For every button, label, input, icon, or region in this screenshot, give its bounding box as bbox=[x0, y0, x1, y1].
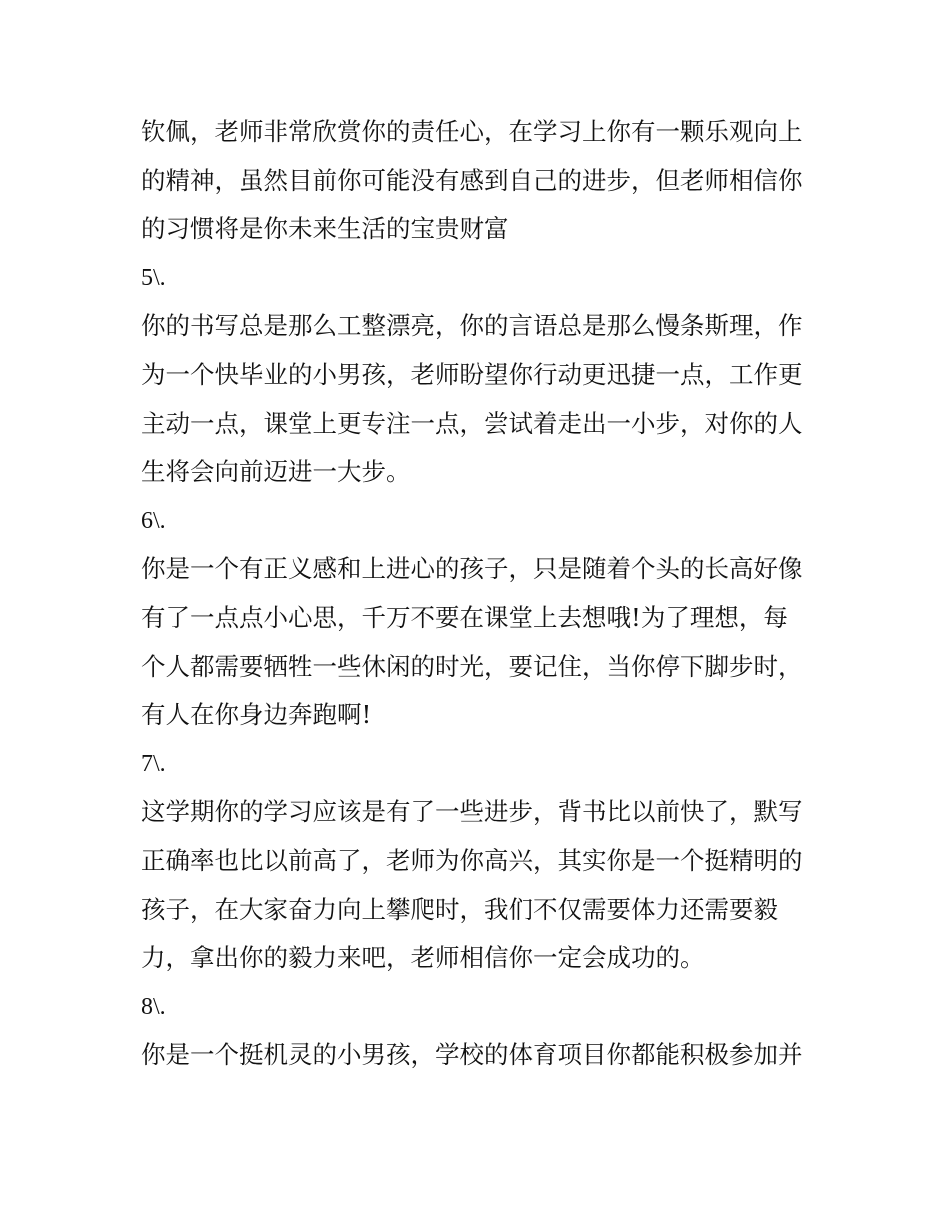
text-line: 的精神，虽然目前你可能没有感到自己的进步，但老师相信你 bbox=[141, 165, 803, 195]
text-line: 生将会向前迈进一大步。 bbox=[141, 457, 411, 487]
text-line: 这学期你的学习应该是有了一些进步，背书比以前快了，默写 bbox=[141, 797, 803, 827]
text-line: 你是一个有正义感和上进心的孩子，只是随着个头的长高好像 bbox=[141, 554, 803, 584]
paragraph-5 bbox=[141, 302, 821, 496]
paragraph-7 bbox=[141, 788, 821, 982]
text-line: 你的书写总是那么工整漂亮，你的言语总是那么慢条斯理，作 bbox=[141, 311, 803, 341]
item-number-8: 8\. bbox=[141, 993, 166, 1020]
text-line: 有人在你身边奔跑啊! bbox=[141, 700, 372, 730]
paragraph-4-continued bbox=[141, 108, 821, 254]
paragraph-6 bbox=[141, 545, 821, 739]
text-line: 为一个快毕业的小男孩，老师盼望你行动更迅捷一点，工作更 bbox=[141, 359, 803, 389]
item-number-5: 5\. bbox=[141, 264, 166, 291]
text-line: 孩子，在大家奋力向上攀爬时，我们不仅需要体力还需要毅 bbox=[141, 894, 778, 924]
text-line: 有了一点点小心思，千万不要在课堂上去想哦!为了理想，每 bbox=[141, 602, 788, 632]
text-line: 个人都需要牺牲一些休闲的时光，要记住，当你停下脚步时， bbox=[141, 651, 803, 681]
item-number-6: 6\. bbox=[141, 507, 166, 534]
text-line: 主动一点，课堂上更专注一点，尝试着走出一小步，对你的人 bbox=[141, 408, 803, 438]
item-number-7: 7\. bbox=[141, 750, 166, 777]
text-line: 钦佩，老师非常欣赏你的责任心，在学习上你有一颗乐观向上 bbox=[141, 117, 803, 146]
paragraph-8 bbox=[141, 1031, 821, 1080]
text-line: 力，拿出你的毅力来吧，老师相信你一定会成功的。 bbox=[141, 943, 705, 973]
text-line: 正确率也比以前高了，老师为你高兴，其实你是一个挺精明的 bbox=[141, 845, 803, 875]
text-line: 的习惯将是你未来生活的宝贵财富 bbox=[141, 214, 509, 244]
text-line: 你是一个挺机灵的小男孩，学校的体育项目你都能积极参加并 bbox=[141, 1040, 803, 1070]
document-page bbox=[141, 108, 821, 1080]
